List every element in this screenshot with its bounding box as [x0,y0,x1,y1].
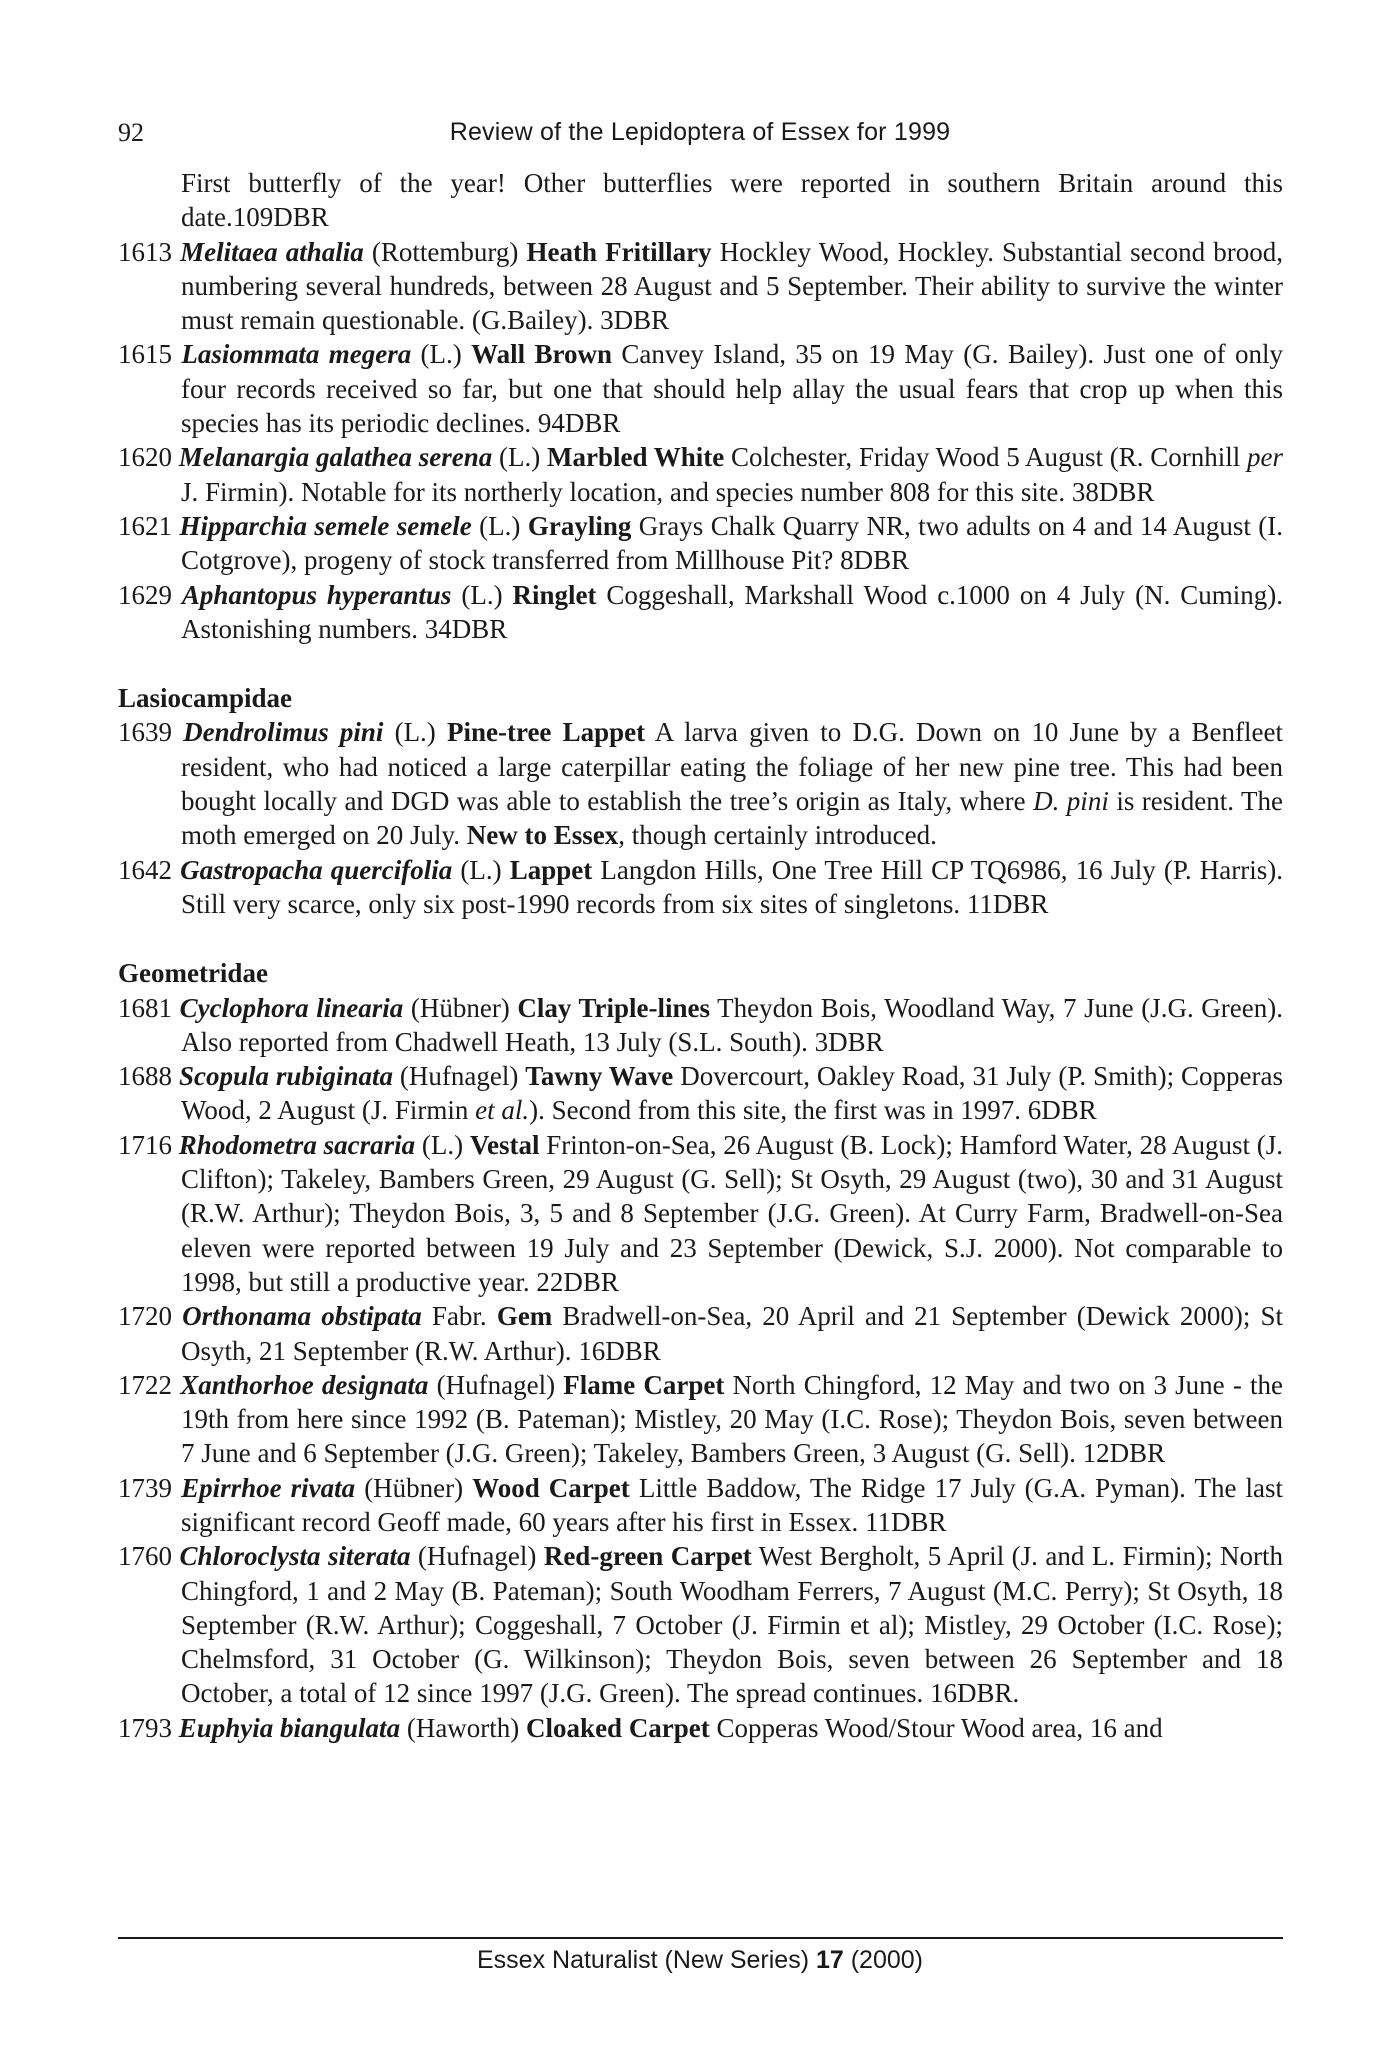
species-record-text: Bradwell-on-Sea, 20 April and 21 September (Dewick 2000); St Osyth, 21 September (R.W. Arthur). 16DBR [181,1301,1283,1366]
species-record-text: A larva given to D.G. Down on 10 June by a Benfleet resident, who had noticed a large caterpillar eating the foliage of her new pine tree. This had been bought locally and DGD was able to establish the tree’s origin as Italy, where [181,717,1283,817]
species-number: 1642 [118,854,172,885]
species-author: (Haworth) [400,1712,527,1743]
species-common-name: Ringlet [512,579,597,610]
journal-name: Essex Naturalist (New Series) [476,1946,816,1974]
species-binomial: Epirrhoe rivata [181,1472,356,1503]
species-author: (Rottemburg) [363,236,527,267]
species-record-text: is resident. The moth emerged on 20 July. [181,786,1284,851]
species-common-name: Red-green Carpet [543,1541,752,1572]
species-entry-1620 [118,440,1283,509]
species-record-text: J. Firmin). Notable for its northerly location, and species number 808 for this site. 38DBR [181,476,1155,507]
species-record-text: ). Second from this site, the first was in 1997. 6DBR [529,1095,1097,1126]
species-author: (L.) [383,717,447,748]
per-italic: per [1247,442,1283,473]
species-number: 1629 [118,579,172,610]
species-common-name: Cloaked Carpet [526,1712,710,1743]
species-author: (L.) [492,442,548,473]
species-number: 1615 [118,339,172,370]
species-common-name: Clay Triple-lines [517,992,711,1023]
species-common-name: Wall Brown [471,339,613,370]
species-record-text: Colchester, Friday Wood 5 August (R. Cornhill [724,442,1247,473]
species-common-name: Grayling [527,510,632,541]
species-number: 1716 [118,1129,172,1160]
species-author: (Hübner) [355,1472,473,1503]
species-number: 1793 [118,1712,172,1743]
species-record-text: Hockley Wood, Hockley. Substantial second brood, numbering several hundreds, between 28 August and 5 September. Their ability to survive the winter must remain questionable. (G.Bailey). 3DBR [181,236,1284,336]
species-number: 1720 [118,1301,172,1332]
species-binomial: Rhodometra sacraria [178,1129,416,1160]
article-body [118,166,1283,1745]
species-author: (L.) [452,854,510,885]
species-binomial: Aphantopus hyperantus [181,579,452,610]
species-record-text: Langdon Hills, One Tree Hill CP TQ6986, 16 July (P. Harris). Still very scarce, only six post-1990 records from six sites of singletons. 11DBR [181,854,1283,919]
species-binomial: Scopula rubiginata [178,1061,393,1092]
species-entry-1621 [118,509,1283,578]
species-author: (Hufnagel) [428,1369,564,1400]
species-record-text: West Bergholt, 5 April (J. and L. Firmin); North Chingford, 1 and 2 May (B. Pateman); South Woodham Ferrers, 7 August (M.C. Perry); St Osyth, 18 September (R.W. Arthur); Coggeshall, 7 October (J. Firmin et al); Mistley, 29 October (I.C. Rose); Chelmsford, 31 October (G. Wilkinson); Theydon Bois, seven between 26 September and 18 October, a total of 12 since 1997 (J.G. Green). The spread continues. 16DBR. [181,1541,1283,1709]
species-entry-1722 [118,1368,1283,1471]
species-common-name: Pine-tree Lappet [446,717,646,748]
species-binomial: Dendrolimus pini [183,717,384,748]
family-heading-lasiocampidae: Lasiocampidae [118,683,293,714]
et-al-italic: et al. [475,1095,530,1126]
species-author: Fabr. [421,1301,497,1332]
species-record-text: Grays Chalk Quarry NR, two adults on 4 and 14 August (I. Cotgrove), progeny of stock transferred from Millhouse Pit? 8DBR [181,510,1283,576]
species-record-text: Little Baddow, The Ridge 17 July (G.A. Pyman). The last significant record Geoff made, 60 years after his first in Essex. 11DBR [181,1472,1283,1537]
species-number: 1620 [118,442,172,473]
species-entry-1760 [118,1539,1283,1710]
species-entry-1681 [118,991,1283,1060]
species-number: 1739 [118,1472,172,1503]
species-number: 1621 [118,510,172,541]
species-author: (Hübner) [403,992,518,1023]
species-record-text: Dovercourt, Oakley Road, 31 July (P. Smith); Copperas Wood, 2 August (J. Firmin [181,1061,1283,1126]
species-common-name: Heath Fritillary [526,236,712,267]
species-entry-1615 [118,337,1283,440]
species-author: (Hufnagel) [392,1061,526,1092]
species-common-name: Wood Carpet [472,1472,630,1503]
species-number: 1760 [118,1541,172,1572]
species-entry-1629 [118,578,1283,647]
family-heading-geometridae: Geometridae [118,958,268,989]
species-number: 1639 [118,717,172,748]
species-common-name: Marbled White [547,442,725,473]
running-title: Review of the Lepidoptera of Essex for 1999 [449,118,951,146]
species-common-name: Flame Carpet [563,1369,725,1400]
species-entry-1613 [118,235,1283,338]
species-entry-1642 [118,853,1283,922]
page-number: 92 [118,118,144,147]
species-number: 1722 [118,1369,172,1400]
species-record-text: Canvey Island, 35 on 19 May (G. Bailey). Just one of only four records received so far, but one that should help allay the usual fears that crop up when this species has its periodic declines. 94DBR [181,339,1283,439]
species-common-name: Vestal [469,1129,540,1160]
species-binomial: Xanthorhoe designata [180,1369,429,1400]
species-entry-1793 [118,1711,1283,1745]
species-record-text: Coggeshall, Markshall Wood c.1000 on 4 July (N. Cuming). Astonishing numbers. 34DBR [181,579,1283,644]
species-entry-1639 [118,715,1283,852]
species-author: (L.) [471,510,528,541]
species-binomial: Cyclophora linearia [179,992,404,1023]
species-binomial: Melanargia galathea serena [178,442,493,473]
journal-footer [0,1946,1400,1975]
journal-year: (2000) [843,1946,923,1974]
species-number: 1681 [118,992,172,1023]
species-binomial: Lasiommata megera [181,339,412,370]
species-author: (Hufnagel) [410,1541,544,1572]
species-number: 1688 [118,1061,172,1092]
species-number: 1613 [118,236,172,267]
species-binomial: Hipparchia semele semele [179,510,472,541]
species-binomial: Euphyia biangulata [178,1712,401,1743]
new-to-essex-label: New to Essex [466,820,619,851]
species-author: (L.) [411,339,472,370]
species-abbrev-italic: D. pini [1033,786,1109,817]
species-entry-1720 [118,1299,1283,1368]
species-common-name: Lappet [509,854,593,885]
species-author: (L.) [451,579,513,610]
species-record-text: Copperas Wood/Stour Wood area, 16 and [709,1712,1163,1743]
footer-rule [118,1937,1283,1939]
species-binomial: Orthonama obstipata [182,1301,422,1332]
species-entry-1716 [118,1128,1283,1299]
species-entry-1739 [118,1471,1283,1540]
species-record-text: Frinton-on-Sea, 26 August (B. Lock); Hamford Water, 28 August (J. Clifton); Takeley, Bambers Green, 29 August (G. Sell); St Osyth, 29 August (two), 30 and 31 August (R.W. Arthur); Theydon Bois, 3, 5 and 8 September (J.G. Green). At Curry Farm, Bradwell-on-Sea eleven were reported between 19 July and 23 September (Dewick, S.J. 2000). Not comparable to 1998, but still a productive year. 22DBR [181,1129,1284,1297]
species-common-name: Gem [496,1301,553,1332]
species-entry-1688 [118,1059,1283,1128]
species-record-text: , though certainly introduced. [618,820,937,851]
species-author: (L.) [415,1129,470,1160]
continuation-paragraph: First butterfly of the year! Other butterflies were reported in southern Britain around this date.109DBR [181,168,1283,233]
species-common-name: Tawny Wave [525,1061,674,1092]
species-binomial: Melitaea athalia [180,236,364,267]
journal-volume: 17 [815,1946,844,1974]
species-record-text: North Chingford, 12 May and two on 3 June - the 19th from here since 1992 (B. Pateman); Mistley, 20 May (I.C. Rose); Theydon Bois, seven between 7 June and 6 September (J.G. Green); Takeley, Bambers Green, 3 August (G. Sell). 12DBR [181,1369,1283,1469]
species-binomial: Gastropacha quercifolia [180,854,453,885]
species-record-text: Theydon Bois, Woodland Way, 7 June (J.G. Green). Also reported from Chadwell Heath, 13 July (S.L. South). 3DBR [181,992,1283,1057]
species-binomial: Chloroclysta siterata [179,1541,411,1572]
